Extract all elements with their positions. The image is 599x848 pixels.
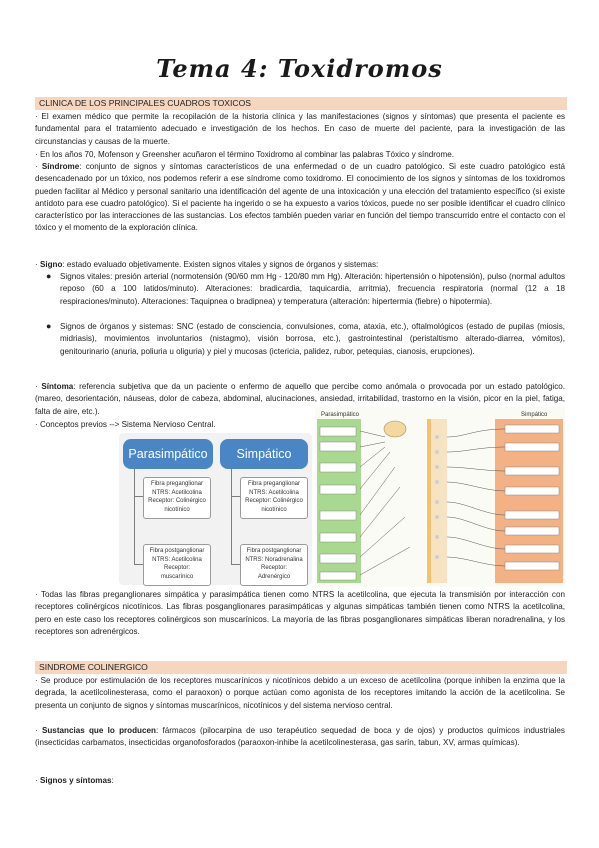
term-sindrome: Síndrome — [41, 162, 80, 171]
card-line: Receptor: — [163, 565, 190, 571]
term-signo: Signo — [39, 260, 63, 269]
connector-line — [134, 496, 143, 497]
card-line: NTRS: Acetilcolina — [152, 489, 202, 496]
parasimpatico-header: Parasimpático — [123, 439, 213, 469]
card-line: Fibra preganglionar — [150, 481, 204, 487]
sintoma-text: : referencia subjetiva que da un paciente o enfermo de aquello que percibe como anómala o provocada por un estado patológico. (mareo, desorientación, náuseas, dolor de cabeza, abdominal, alucinaciones, ansiedad, irritabilidad, trastorno en la visión, picor en la piel, fatiga, falta de aire, etc.). — [35, 382, 565, 416]
term-sintoma: Síntoma — [41, 382, 74, 391]
para-preganglionar-card — [143, 477, 211, 519]
connector-line — [231, 496, 240, 497]
card-line: Receptor: Colinérgico — [148, 498, 206, 504]
term-sustancias: Sustancias que lo producen — [41, 726, 156, 735]
paragraph-toxidromo: · En los años 70, Mofenson y Greensher acuñaron el término Toxidromo al combinar las palabras Tóxico y síndrome. — [35, 150, 454, 159]
signo-text: : estado evaluado objetivamente. Existen signos vitales y signos de órganos y sistemas: — [62, 260, 379, 269]
page-title: Tema 4: Toxidromos — [156, 54, 443, 83]
paragraph-sintoma: · Síntoma: referencia subjetiva que da un paciente o enfermo de aquello que percibe como anómala o provocada por un estado patológico. (mareo, desorientación, náuseas, dolor de cabeza, abdominal, alucinaciones, ansiedad, irritabilidad, trastorno en la visión, picor en la piel, fatiga, falta de aire, etc.). — [35, 382, 565, 416]
figure-label-simpatico: Simpático — [521, 412, 548, 418]
sindrome-text: : conjunto de signos y síntomas característicos de una enfermedad o de un cuadro patológico. Si este cuadro patológico está desencadenado por un tóxico, nos podemos referir a ese síndrome como toxidromo. El conocimiento de los signos y síntomas de los toxidromos pueden facilitar al Médico y personal sanitario una identificación del agente de una intoxicación y una elección del tratamiento específico (si existe antídoto para ese cuadro patológico). Si el paciente ha ingerido o se ha expuesto a varios tóxicos, puede no ser posible identificar el cuadro clínico característico por las interacciones de las sustancias. Los efectos también pueden variar en función del tiempo transcurrido entre el contacto con el tóxico y el momento de la exploración clínica. — [35, 162, 565, 233]
paragraph-conceptos: · Conceptos previos --> Sistema Nervioso Central. — [35, 420, 216, 429]
card-line: Fibra postganglionar — [246, 548, 302, 554]
connector-line — [134, 564, 143, 565]
paragraph-examen: · El examen médico que permite la recopilación de la historia clínica y las manifestaciones (signos y síntomas) que presenta el paciente es fundamental para el tratamiento adecuado e investigación de los hechos. En caso de muerte del paciente, para la investigación de las circunstancias y causas de la muerte. — [35, 112, 565, 146]
paragraph-colinergico: · Se produce por estimulación de los receptores muscarínicos y nicotínicos debido a un exceso de acetilcolina (porque inhiben la enzima que la degrada, la acetilcolinesterasa, como el paraoxon) o porque actúan como agonista de los receptores imitando la acción de la acetilcolina. Se presenta un conjunto de signos y síntomas muscarínicos, nicotínicos y del sistema nervioso central. — [35, 676, 565, 710]
card-line: Receptor: — [260, 565, 287, 571]
paragraph-signo: · Signo: estado evaluado objetivamente. Existen signos vitales y signos de órganos y sistemas: — [35, 260, 379, 269]
paragraph-fibras: · Todas las fibras preganglionares simpática y parasimpática tienen como NTRS la acetilcolina, que ejecuta la transmisión por interacción con receptores colinérgicos nicotínicos. Las fibras posganglionares parasimpáticas y algunas simpáticas también tienen como NTRS la acetilcolina, pero en este caso los receptores colinérgicos son muscarínicos. La mayoría de las fibras posganglionares simpáticas liberan noradrenalina, y los receptores son adrenérgicos. — [35, 590, 565, 636]
paragraph-sindrome: · Síndrome: conjunto de signos y síntomas característicos de una enfermedad o de un cuadro patológico. Si este cuadro patológico está desencadenado por un tóxico, nos podemos referir a ese síndrome como toxidromo. El conocimiento de los signos y síntomas de los toxidromos pueden facilitar al Médico y personal sanitario una identificación del agente de una intoxicación y una elección del tratamiento específico (si existe antídoto para ese cuadro patológico). Si el paciente ha ingerido o se ha expuesto a varios tóxicos, puede no ser posible identificar el cuadro clínico característico por las interacciones de las sustancias. Los efectos también pueden variar en función del tiempo transcurrido entre el contacto con el tóxico y el momento de la exploración clínica. — [35, 162, 565, 233]
bullet-signos-vitales: Signos vitales: presión arterial (normotensión (90/60 mm Hg - 120/80 mm Hg). Alteración: hipertensión o hipotensión), pulso (normal adultos reposo (60 a 100 latidos/minuto). Alteraciones: bradicardia, taquicardia, arritmia), frecuencia respiratoria (normal (12 a 18 respiraciones/minuto). Alteraciones: Taquipnea o bradipnea) y temperatura (alteración: hipertermia (fiebre) o hipotermia). — [60, 272, 565, 306]
connector-line — [231, 469, 232, 565]
figure-label-parasimpatico: Parasimpático — [321, 412, 360, 418]
card-line: muscarínico — [160, 573, 194, 580]
autonomic-nervous-system-figure — [315, 407, 565, 587]
nervous-system-diagram — [119, 433, 312, 585]
card-line: NTRS: Noradrenalina — [245, 556, 303, 563]
card-line: nicotínico — [164, 506, 190, 513]
paragraph-sustancias: · Sustancias que lo producen: fármacos (pilocarpina de uso terapéutico sequedad de boca y de ojos) y productos químicos industriales (insecticidas carbamatos, insecticidas organofosforados (paraoxon-inhibe la acetilcolinesterasa, gas sarín, tabun, XV, armas químicas). — [35, 726, 565, 748]
bullet-dot: ● — [46, 271, 52, 281]
section-heading-colinergico: SINDROME COLINERGICO — [35, 661, 567, 674]
simp-postganglionar-card — [240, 544, 308, 586]
connector-line — [134, 469, 135, 565]
para-postganglionar-card — [143, 544, 211, 586]
sustancias-text: : fármacos (pilocarpina de uso terapéutico sequedad de boca y de ojos) y productos químicos industriales (insecticidas carbamatos, insecticidas organofosforados (paraoxon-inhibe la acetilcolinesterasa, gas sarín, tabun, XV, armas químicas). — [35, 726, 565, 748]
bullet-dot: ● — [46, 321, 52, 331]
card-line: Fibra postganglionar — [149, 548, 205, 554]
card-line: NTRS: Acetilcolina — [152, 556, 202, 563]
term-signos-sintomas: Signos y síntomas — [39, 776, 112, 785]
card-line: Receptor: Colinérgico — [245, 498, 303, 504]
simp-preganglionar-card — [240, 477, 308, 519]
signos-sintomas-text: : — [111, 776, 114, 785]
connector-line — [231, 564, 240, 565]
bullet-signos-organos: Signos de órganos y sistemas: SNC (estado de consciencia, convulsiones, coma, ataxia, etc.), oftalmológicos (estado de pupilas (miosis, midriasis), movimientos involuntarios (nistagmo), visión borrosa, etc.), gastrointestinal (peristaltismo alterado-diarrea, vómitos), genitourinario (anuria, poliuria u oliguria) y piel y mucosas (ictericia, palidez, rubor, petequias, cianosis, erupciones). — [60, 322, 565, 356]
card-line: nicotínico — [261, 506, 287, 513]
card-line: Fibra preganglionar — [247, 481, 301, 487]
section-heading-clinica: CLINICA DE LOS PRINCIPALES CUADROS TOXICOS — [35, 97, 567, 110]
card-line: NTRS: Acetilcolina — [249, 489, 299, 496]
card-line: Adrenérgico — [257, 573, 291, 580]
paragraph-signos-sintomas: · Signos y síntomas: — [35, 776, 114, 785]
autonomic-figure-svg — [315, 407, 565, 587]
simpatico-header: Simpático — [220, 439, 308, 469]
